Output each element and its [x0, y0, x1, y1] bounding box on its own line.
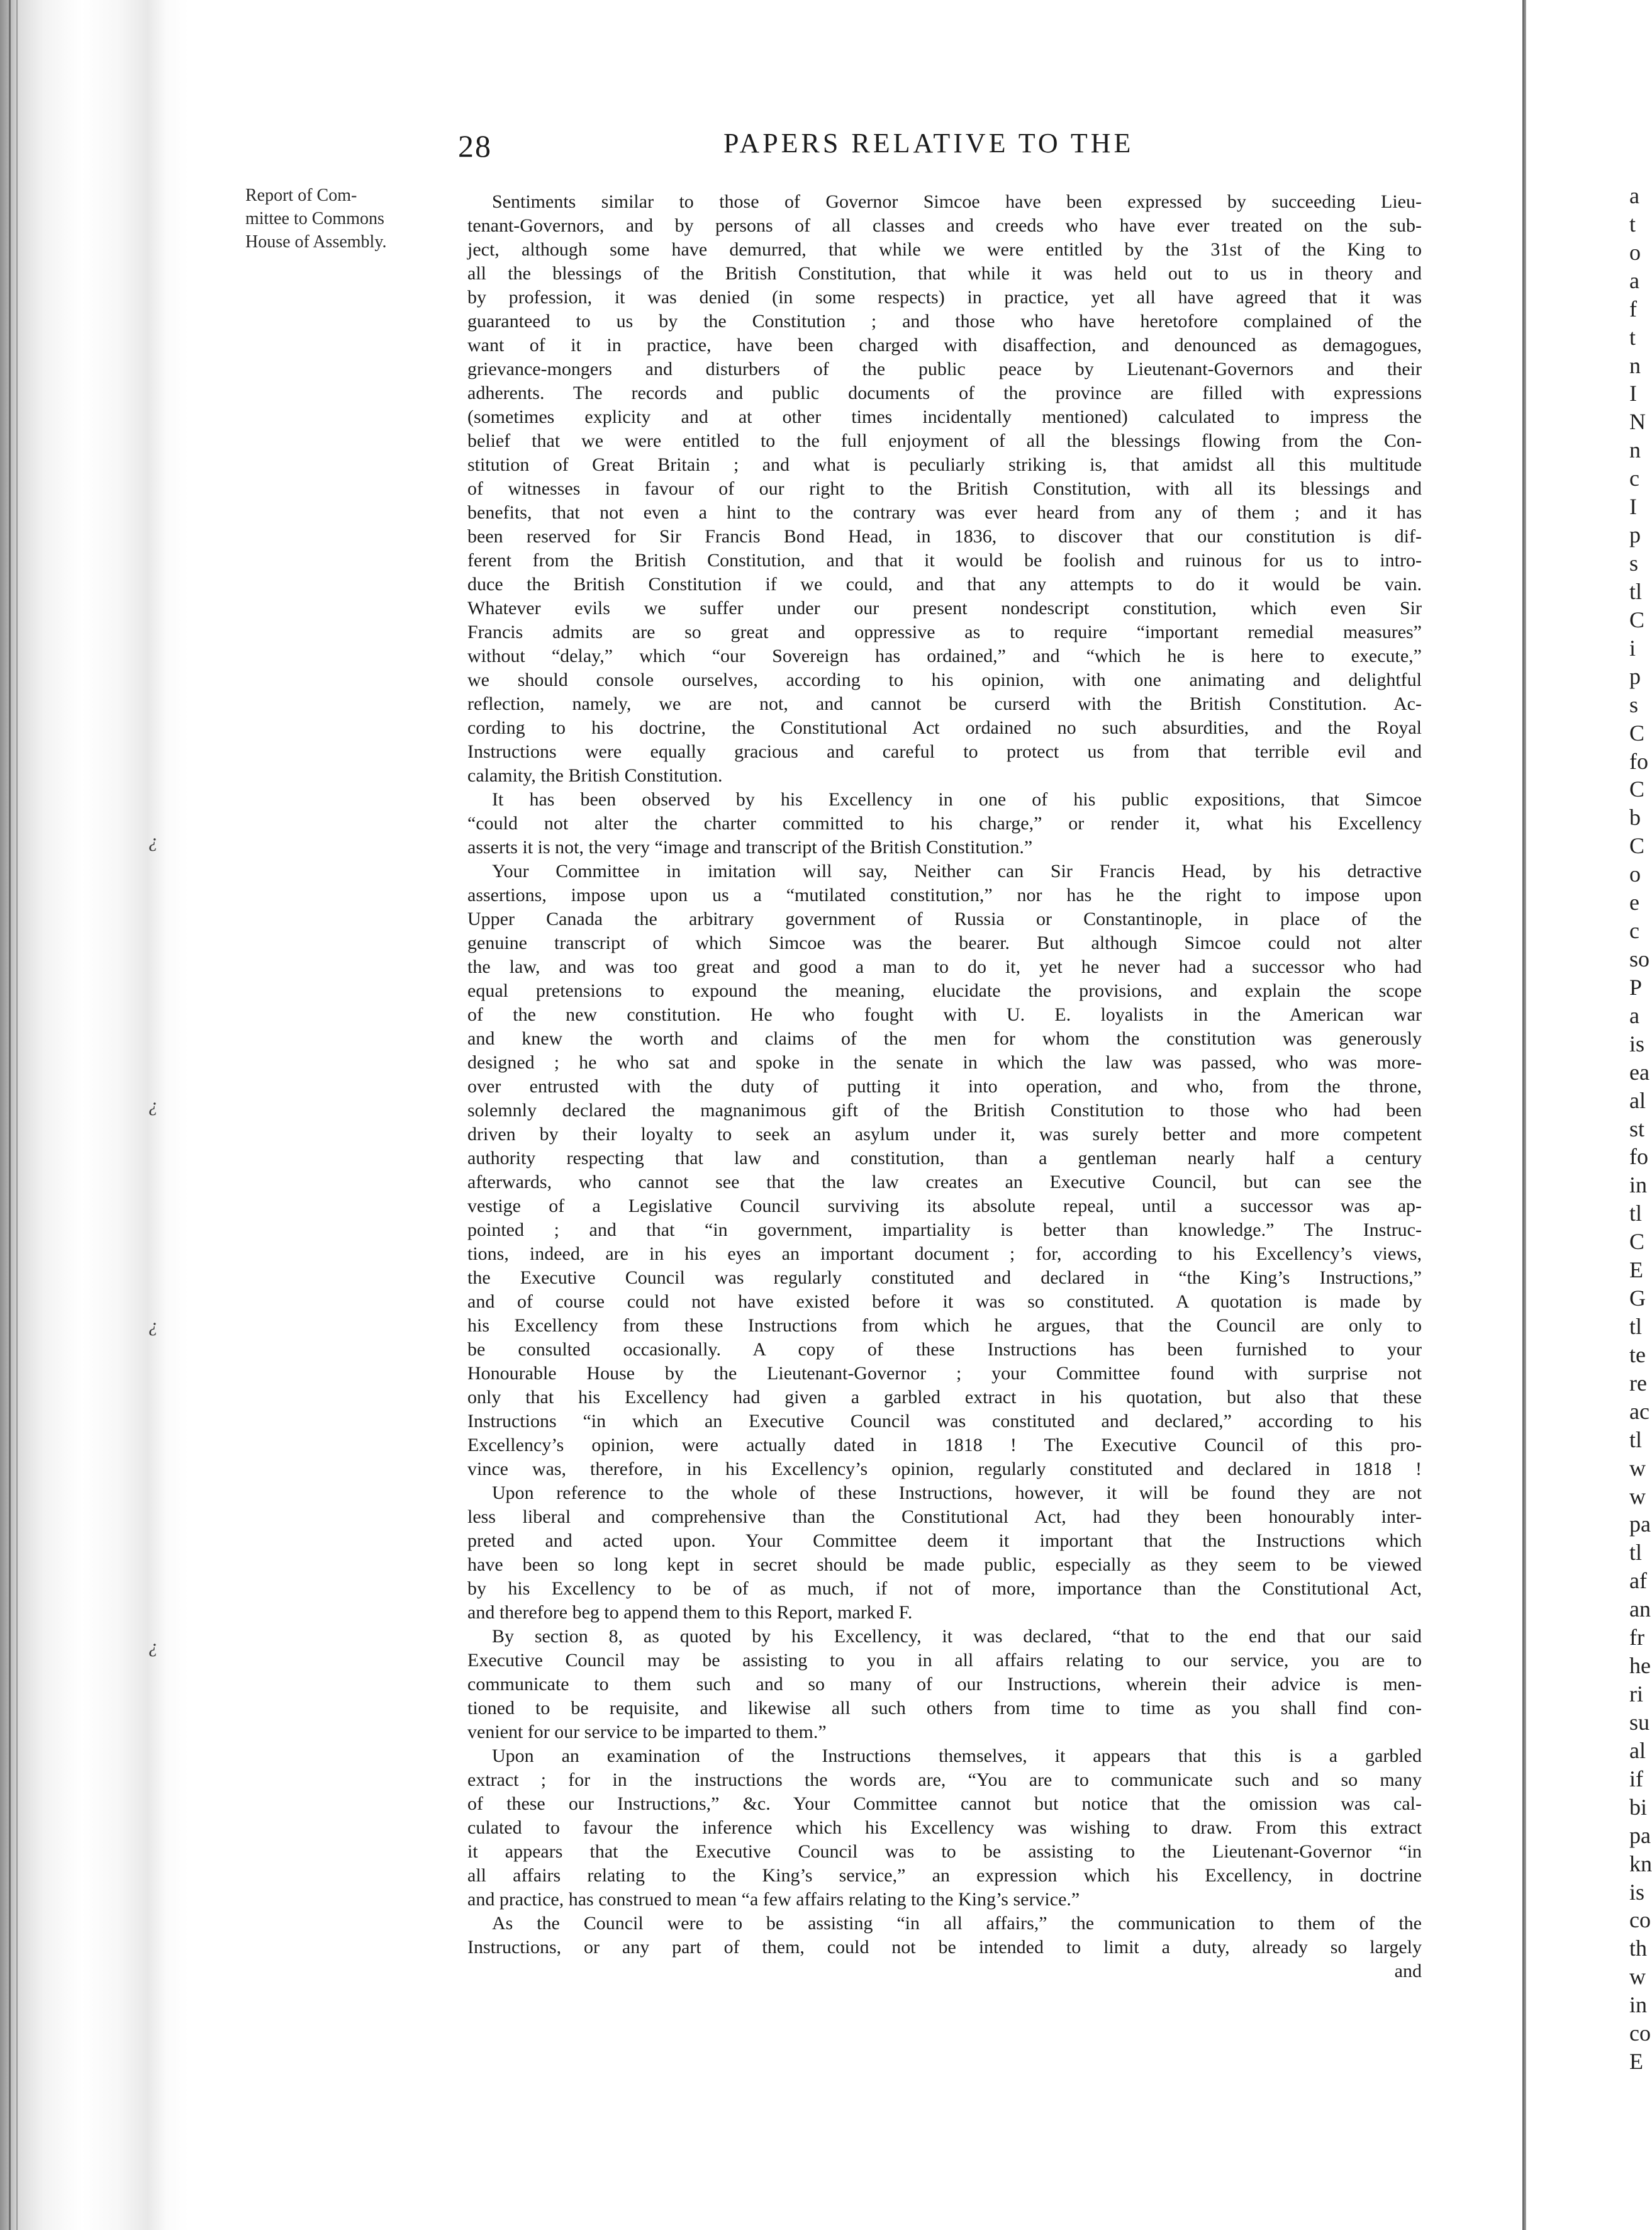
facing-page-fragment: c — [1629, 918, 1639, 943]
text-line: cording to his doctrine, the Constitutional Act ordained no such absurdities, and the Royal — [467, 717, 1422, 738]
facing-page-fragment: o — [1629, 240, 1641, 265]
facing-page-fragment: su — [1629, 1710, 1650, 1735]
text-line: “could not alter the charter committed to his charge,” or render it, what his Excellency — [467, 813, 1422, 834]
facing-page-fragment: tl — [1629, 1201, 1643, 1226]
facing-page-fragment: tl — [1629, 1427, 1643, 1452]
text-line: Executive Council may be assisting to you in all affairs relating to our service, you are to — [467, 1650, 1422, 1671]
text-line: equal pretensions to expound the meaning, elucidate the provisions, and explain the scope — [467, 980, 1422, 1001]
text-line: over entrusted with the duty of putting it into operation, and who, from the throne, — [467, 1076, 1422, 1097]
text-line: calamity, the British Constitution. — [467, 765, 723, 786]
text-line: pointed ; and that “in government, impartiality is better than knowledge.” The Instruc- — [467, 1219, 1422, 1240]
text-line: been reserved for Sir Francis Bond Head, in 1836, to discover that our constitution is dif- — [467, 526, 1422, 547]
facing-page-fragment: ac — [1629, 1399, 1649, 1424]
facing-page-fragment: G — [1629, 1286, 1646, 1311]
text-line: Honourable House by the Lieutenant-Governor ; your Committee found with surprise not — [467, 1363, 1422, 1384]
text-line: his Excellency from these Instructions from which he argues, that the Council are only to — [467, 1315, 1422, 1336]
margin-note-line: Report of Com- — [245, 186, 357, 205]
facing-page-fragment: f — [1629, 296, 1637, 322]
binding-mark: ¿ — [148, 831, 158, 851]
binding-mark: ¿ — [148, 1636, 158, 1657]
text-line: preted and acted upon. Your Committee deem it important that the Instructions which — [467, 1530, 1422, 1551]
text-line: guaranteed to us by the Constitution ; and those who have heretofore complained of the — [467, 311, 1422, 332]
text-line: As the Council were to be assisting “in all affairs,” the communication to them of the — [492, 1913, 1422, 1934]
text-line: without “delay,” which “our Sovereign has ordained,” and “which he is here to execute,” — [467, 646, 1422, 666]
text-line: driven by their loyalty to seek an asylum under it, was surely better and more competent — [467, 1124, 1422, 1145]
text-line: Sentiments similar to those of Governor Simcoe have been expressed by succeeding Lieu- — [492, 191, 1422, 212]
text-line: benefits, that not even a hint to the contrary was ever heard from any of them ; and it has — [467, 502, 1422, 523]
text-line: of these our Instructions,” &c. Your Committee cannot but notice that the omission was cal- — [467, 1793, 1422, 1814]
facing-page-fragment: st — [1629, 1116, 1645, 1141]
text-line: By section 8, as quoted by his Excellency, it was declared, “that to the end that our said — [492, 1626, 1422, 1647]
text-line: tions, indeed, are in his eyes an important document ; for, according to his Excellency’s views, — [467, 1243, 1422, 1264]
text-line: solemnly declared the magnanimous gift of the British Constitution to those who had been — [467, 1100, 1422, 1121]
facing-page-fragment: w — [1629, 1964, 1646, 1989]
facing-page-fragment: C — [1629, 776, 1645, 802]
facing-page-fragment: I — [1629, 494, 1637, 519]
facing-page-fragment: E — [1629, 2049, 1643, 2074]
facing-page-fragment: p — [1629, 522, 1641, 547]
facing-page-fragment: a — [1629, 268, 1639, 293]
facing-page-fragment: i — [1629, 636, 1636, 661]
facing-page-fragment: kn — [1629, 1851, 1652, 1876]
facing-page-fragment: fo — [1629, 1144, 1648, 1169]
text-line: genuine transcript of which Simcoe was the bearer. But although Simcoe could not alter — [467, 933, 1422, 953]
text-line: have been so long kept in secret should be made public, especially as they seem to be viewed — [467, 1554, 1422, 1575]
text-line: belief that we were entitled to the full enjoyment of all the blessings flowing from the Con- — [467, 430, 1422, 451]
facing-page-fragment: o — [1629, 861, 1641, 887]
facing-page-fragment: is — [1629, 1880, 1645, 1905]
text-line: Instructions were equally gracious and careful to protect us from that terrible evil and — [467, 741, 1422, 762]
text-line: and — [1394, 1961, 1422, 1981]
facing-page-fragment: co — [1629, 2020, 1651, 2046]
text-line: it appears that the Executive Council was to be assisting to the Lieutenant-Governor “in — [467, 1841, 1422, 1862]
text-line: of witnesses in favour of our right to the British Constitution, with all its blessings and — [467, 478, 1422, 499]
facing-page-fragment: fr — [1629, 1625, 1644, 1650]
facing-page-fragment: is — [1629, 1031, 1645, 1056]
text-line: and therefore beg to append them to this Report, marked F. — [467, 1602, 913, 1623]
facing-page-fragment: an — [1629, 1596, 1651, 1622]
text-line: It has been observed by his Excellency in one of his public expositions, that Simcoe — [492, 789, 1422, 810]
facing-page-fragment: w — [1629, 1455, 1646, 1481]
facing-page-fragment: co — [1629, 1907, 1651, 1932]
text-line: less liberal and comprehensive than the Constitutional Act, had they been honourably inter- — [467, 1506, 1422, 1527]
text-line: stitution of Great Britain ; and what is peculiarly striking is, that amidst all this multitude — [467, 454, 1422, 475]
facing-page-fragment: C — [1629, 1229, 1645, 1254]
facing-page-fragment: ea — [1629, 1060, 1649, 1085]
text-line: Upper Canada the arbitrary government of Russia or Constantinople, in place of the — [467, 909, 1422, 929]
text-line: we should console ourselves, according to his opinion, with one animating and delightful — [467, 670, 1422, 690]
text-line: (sometimes explicity and at other times incidentally mentioned) calculated to impress the — [467, 406, 1422, 427]
facing-page-fragment: w — [1629, 1484, 1646, 1509]
text-line: by his Excellency to be of as much, if not of more, importance than the Constitutional Act, — [467, 1578, 1422, 1599]
text-line: Excellency’s opinion, were actually dated in 1818 ! The Executive Council of this pro- — [467, 1435, 1422, 1455]
text-line: designed ; he who sat and spoke in the senate in which the law was passed, who was more- — [467, 1052, 1422, 1073]
facing-page-fragment: in — [1629, 1172, 1648, 1197]
text-line: venient for our service to be imparted to them.” — [467, 1722, 827, 1742]
facing-page-fragment: pa — [1629, 1823, 1651, 1848]
text-line: ferent from the British Constitution, and that it would be foolish and ruinous for us to intro- — [467, 550, 1422, 571]
facing-page-fragment: t — [1629, 211, 1636, 237]
running-title: PAPERS RELATIVE TO THE — [723, 128, 1134, 159]
facing-page-fragment: a — [1629, 183, 1639, 208]
binding-mark: ¿ — [148, 1095, 158, 1116]
facing-page-fragment: al — [1629, 1738, 1646, 1763]
text-line: grievance-mongers and disturbers of the public peace by Lieutenant-Governors and their — [467, 359, 1422, 379]
text-line: and practice, has construed to mean “a few affairs relating to the King’s service.” — [467, 1889, 1080, 1910]
facing-page-fragment: a — [1629, 1003, 1639, 1028]
binding-mark: ¿ — [148, 1315, 158, 1336]
binding-rule — [16, 0, 18, 2230]
text-line: Upon an examination of the Instructions themselves, it appears that this is a garbled — [492, 1745, 1422, 1766]
facing-page-fragment: n — [1629, 437, 1641, 462]
text-line: tenant-Governors, and by persons of all classes and creeds who have ever treated on the sub- — [467, 215, 1422, 236]
margin-note-line: House of Assembly. — [245, 232, 387, 252]
facing-page-fragment: fo — [1629, 749, 1648, 774]
facing-page-fragment: C — [1629, 720, 1645, 746]
facing-page-fragment: af — [1629, 1568, 1647, 1593]
facing-page-fragment: te — [1629, 1342, 1646, 1367]
text-line: duce the British Constitution if we could, and that any attempts to do it would be vain. — [467, 574, 1422, 595]
facing-page-fragment: if — [1629, 1766, 1643, 1791]
facing-page-fragment: n — [1629, 353, 1641, 378]
facing-page-fragment: C — [1629, 833, 1645, 858]
body-text — [467, 190, 1422, 1983]
text-line: Francis admits are so great and oppressive as to require “important remedial measures” — [467, 622, 1422, 642]
text-line: reflection, namely, we are not, and cannot be curserd with the British Constitution. Ac- — [467, 693, 1422, 714]
facing-page-fragment: c — [1629, 466, 1639, 491]
text-line: and of course could not have existed before it was so constituted. A quotation is made by — [467, 1291, 1422, 1312]
text-line: vince was, therefore, in his Excellency’s opinion, regularly constituted and declared in 1818 ! — [467, 1459, 1422, 1479]
facing-page-fragment: he — [1629, 1653, 1651, 1678]
text-line: the Executive Council was regularly constituted and declared in “the King’s Instructions,” — [467, 1267, 1422, 1288]
facing-page-fragment: tl — [1629, 1314, 1643, 1339]
facing-page-fragment: so — [1629, 946, 1650, 972]
facing-page-fragment: N — [1629, 409, 1646, 434]
facing-page-fragment: re — [1629, 1370, 1647, 1396]
text-line: Your Committee in imitation will say, Neither can Sir Francis Head, by his detractive — [492, 861, 1422, 882]
facing-page-fragment: p — [1629, 664, 1641, 689]
text-line: Instructions, or any part of them, could not be intended to limit a duty, already so largely — [467, 1937, 1422, 1958]
page-gutter — [1522, 0, 1526, 2230]
facing-page-fragment: s — [1629, 692, 1639, 717]
facing-page-fragment: bi — [1629, 1795, 1648, 1820]
text-line: want of it in practice, have been charged with disaffection, and denounced as demagogues, — [467, 335, 1422, 356]
text-line: be consulted occasionally. A copy of these Instructions has been furnished to your — [467, 1339, 1422, 1360]
text-line: adherents. The records and public documents of the province are filled with expressions — [467, 383, 1422, 403]
binding-rule — [9, 0, 11, 2230]
facing-page-fragment: b — [1629, 805, 1641, 830]
text-line: the law, and was too great and good a man to do it, yet he never had a successor who had — [467, 956, 1422, 977]
facing-page-fragment: e — [1629, 890, 1639, 915]
text-line: and knew the worth and claims of the men for whom the constitution was generously — [467, 1028, 1422, 1049]
text-line: asserts it is not, the very “image and transcript of the British Constitution.” — [467, 837, 1033, 858]
facing-page-fragment: C — [1629, 607, 1645, 632]
text-line: all affairs relating to the King’s service,” an expression which his Excellency, in doctrine — [467, 1865, 1422, 1886]
text-line: Instructions “in which an Executive Council was constituted and declared,” according to his — [467, 1411, 1422, 1432]
text-line: communicate to them such and so many of our Instructions, wherein their advice is men- — [467, 1674, 1422, 1695]
book-binding-edge — [0, 0, 195, 2230]
text-line: ject, although some have demurred, that while we were entitled by the 31st of the King to — [467, 239, 1422, 260]
facing-page-fragment: I — [1629, 381, 1637, 406]
facing-page-fragment: ri — [1629, 1681, 1643, 1706]
margin-note — [245, 184, 466, 254]
facing-page-fragment: th — [1629, 1936, 1648, 1961]
facing-page-fragment: tl — [1629, 579, 1643, 604]
text-line: assertions, impose upon us a “mutilated constitution,” nor has he the right to impose upon — [467, 885, 1422, 905]
facing-page-fragment: pa — [1629, 1511, 1651, 1537]
text-line: culated to favour the inference which his Excellency was wishing to draw. From this extract — [467, 1817, 1422, 1838]
text-line: of the new constitution. He who fought with U. E. loyalists in the American war — [467, 1004, 1422, 1025]
text-line: afterwards, who cannot see that the law creates an Executive Council, but can see the — [467, 1172, 1422, 1192]
facing-page-fragment: t — [1629, 325, 1636, 350]
facing-page-fragment: tl — [1629, 1540, 1643, 1565]
text-line: authority respecting that law and constitution, than a gentleman nearly half a century — [467, 1148, 1422, 1168]
text-line: by profession, it was denied (in some respects) in practice, yet all have agreed that it was — [467, 287, 1422, 308]
facing-page-fragment: E — [1629, 1257, 1643, 1282]
facing-page-fragment: in — [1629, 1992, 1648, 2017]
text-line: tioned to be requisite, and likewise all such others from time to time as you shall find con- — [467, 1698, 1422, 1718]
text-line: vestige of a Legislative Council surviving its absolute repeal, until a successor was ap- — [467, 1196, 1422, 1216]
facing-page-edge — [1522, 0, 1652, 2230]
page-number: 28 — [458, 128, 492, 164]
text-line: Whatever evils we suffer under our present nondescript constitution, which even Sir — [467, 598, 1422, 619]
facing-page-fragment: P — [1629, 975, 1643, 1000]
text-line: extract ; for in the instructions the words are, “You are to communicate such and so many — [467, 1769, 1422, 1790]
margin-note-line: mittee to Commons — [245, 209, 384, 228]
text-line: only that his Excellency had given a garbled extract in his quotation, but also that these — [467, 1387, 1422, 1408]
text-line: Upon reference to the whole of these Instructions, however, it will be found they are not — [492, 1482, 1422, 1503]
text-line: all the blessings of the British Constitution, that while it was held out to us in theory and — [467, 263, 1422, 284]
facing-page-fragment: s — [1629, 551, 1639, 576]
facing-page-fragment: al — [1629, 1088, 1646, 1113]
